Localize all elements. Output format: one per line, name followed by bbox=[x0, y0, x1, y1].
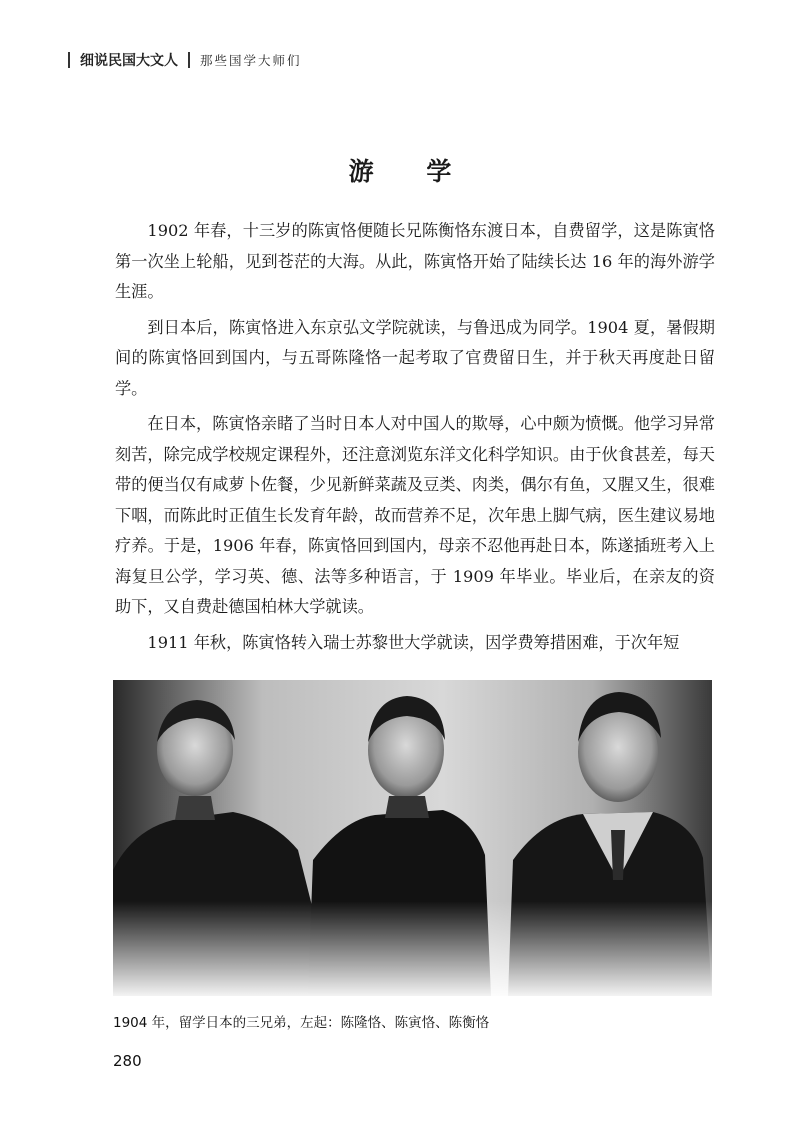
chapter-title: 游 学 bbox=[348, 157, 474, 186]
paragraph: 1902 年春，十三岁的陈寅恪便随长兄陈衡恪东渡日本，自费留学，这是陈寅恪第一次坐上轮船，见到苍茫的大海。从此，陈寅恪开始了陆续长达 16 年的海外游学生涯。 bbox=[115, 221, 715, 301]
page-number: 280 bbox=[113, 1052, 142, 1070]
paragraph: 到日本后，陈寅恪进入东京弘文学院就读，与鲁迅成为同学。1904 夏，暑假期间的陈寅恪回到国内，与五哥陈隆恪一起考取了官费留日生，并于秋天再度赴日留学。 bbox=[115, 317, 715, 398]
paragraph: 1911 年秋，陈寅恪转入瑞士苏黎世大学就读，因学费筹措困难，于次年短 bbox=[147, 632, 680, 652]
header-divider bbox=[68, 52, 70, 68]
header-divider bbox=[188, 52, 190, 68]
three-brothers-photo bbox=[113, 680, 712, 996]
header-book-title: 细说民国大文人 bbox=[80, 53, 178, 69]
photo-caption: 1904 年，留学日本的三兄弟，左起：陈隆恪、陈寅恪、陈衡恪 bbox=[113, 1015, 490, 1031]
header-section-title: 那些国学大师们 bbox=[200, 53, 302, 68]
historical-photo bbox=[113, 680, 712, 996]
running-header bbox=[68, 48, 302, 72]
body-text bbox=[115, 216, 715, 663]
paragraph: 在日本，陈寅恪亲睹了当时日本人对中国人的欺辱，心中颇为愤慨。他学习异常刻苦，除完成学校规定课程外，还注意浏览东洋文化科学知识。由于伙食甚差，每天带的便当仅有咸萝卜佐餐，少见新鲜菜蔬及豆类、肉类，偶尔有鱼，又腥又生，很难下咽，而陈此时正值生长发育年龄，故而营养不足，次年患上脚气病，医生建议易地疗养。于是，1906 年春，陈寅恪回到国内，母亲不忍他再赴日本，陈遂插班考入上海复旦公学，学习英、德、法等多种语言，于 1909 年毕业。毕业后，在亲友的资助下，又自费赴德国柏林大学就读。 bbox=[115, 414, 715, 616]
